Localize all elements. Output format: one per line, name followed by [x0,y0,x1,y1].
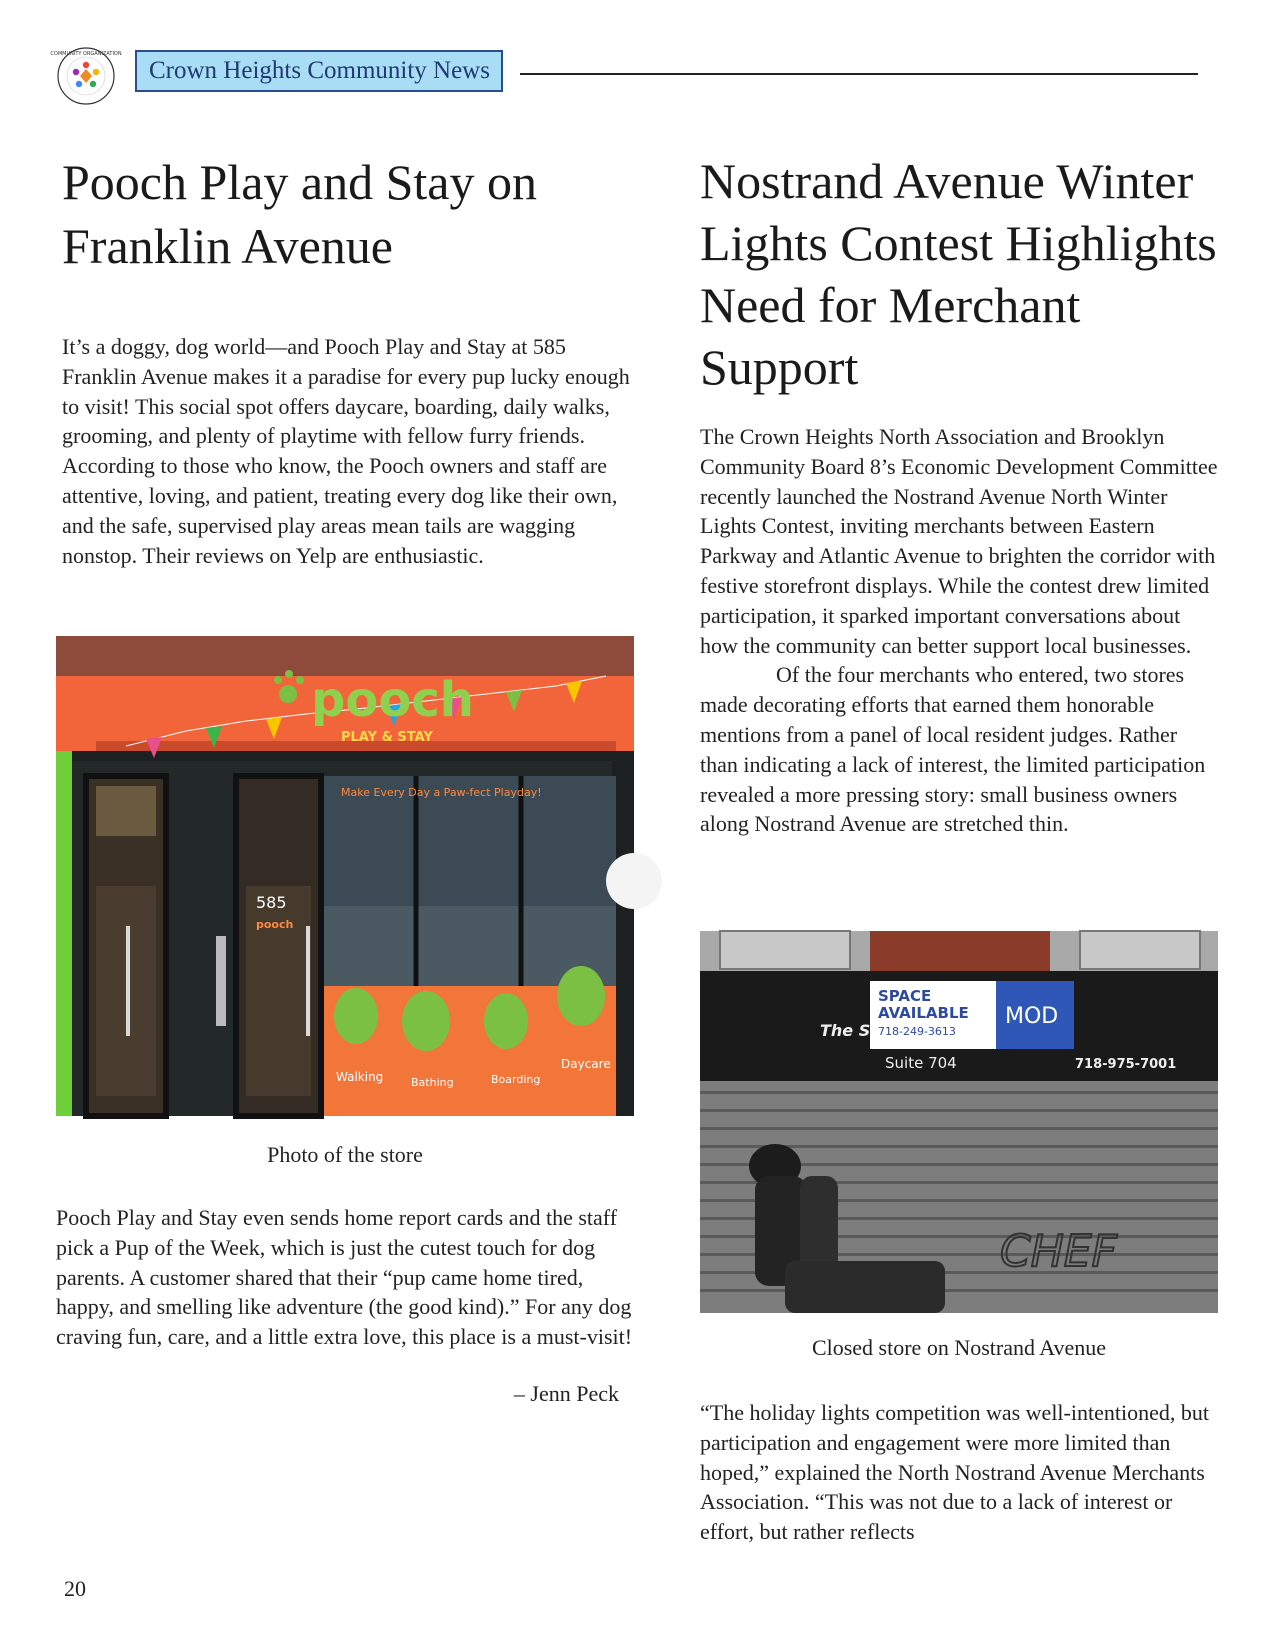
mod-brand: MOD [1005,1004,1059,1029]
page-number: 20 [64,1576,86,1601]
store-photo-caption: Photo of the store [267,1142,423,1167]
service-bathing: Bathing [411,1076,454,1089]
right-paragraph-1: The Crown Heights North Association and Brooklyn Community Board 8’s Economic Development Committee recently launched the Nostrand Avenue North Winter Lights Contest, inviting merchants between Eastern Parkway and Atlantic Avenue to brighten the corridor with festive storefront displays. While the contest drew limited participation, it sparked important conversations about how the community can better support local businesses. [700,424,1218,658]
right-article-headline: Nostrand Avenue Winter Lights Contest Highlights Need for Merchant Support [700,153,1217,395]
door-pooch-logo: pooch [256,918,294,931]
right-article-body [700,422,1220,839]
service-walking: Walking [336,1070,384,1084]
right-paragraph-3: “The holiday lights competition was well-intentioned, but participation and engagement were more limited than hoped,” explained the North Nostrand Avenue Merchants Association. “This was not due to a lack of interest or effort, but rather reflects [700,1400,1209,1545]
left-article-headline: Pooch Play and Stay on Franklin Avenue [62,154,537,274]
header-divider [520,73,1198,75]
pooch-store-photo [56,636,634,1116]
logo-text: COMMUNITY ORGANIZATION [50,51,122,57]
service-boarding: Boarding [491,1073,541,1086]
space-sign-phone: 718-249-3613 [878,1025,956,1038]
right-paragraph-2: Of the four merchants who entered, two stores made decorating efforts that earned them honorable mentions from a panel of local resident judges. Rather than indicating a lack of interest, the limited participation revealed a more pressing story: small business owners along Nostrand Avenue are stretched thin. [700,662,1206,837]
shutter-graffiti: CHEF [1000,1226,1117,1277]
store-address-number: 585 [256,893,287,912]
publication-masthead: Crown Heights Community News [135,50,503,92]
awning-store-name: The S [820,1021,871,1040]
pooch-sign-sub: PLAY & STAY [341,730,433,745]
space-sign-line2: AVAILABLE [878,1004,969,1022]
closed-store-caption: Closed store on Nostrand Avenue [811,1335,1107,1360]
service-daycare: Daycare [561,1057,611,1071]
left-article-intro: It’s a doggy, dog world—and Pooch Play and Stay at 585 Franklin Avenue makes it a paradise for every pup lucky enough to visit! This social spot offers daycare, boarding, daily walks, grooming, and plenty of playtime with fellow furry friends. According to those who know, the Pooch owners and staff are attentive, loving, and patient, treating every dog like their own, and the safe, supervised play areas mean tails are wagging nonstop. Their reviews on Yelp are enthusiastic. [62,334,630,568]
pooch-sign: pooch [311,672,474,728]
closed-store-photo [700,931,1218,1313]
community-organization-logo [50,46,122,106]
awning-suite: Suite 704 [885,1054,957,1072]
left-article-continuation: Pooch Play and Stay even sends home report cards and the staff pick a Pup of the Week, which is just the cutest touch for dog parents. A customer shared that their “pup came home tired, happy, and smelling like adventure (the good kind).” For any dog craving fun, care, and a little extra love, this place is a must-visit! [56,1205,633,1350]
space-sign-line1: SPACE [878,987,932,1005]
awning-phone: 718-975-7001 [1075,1057,1177,1072]
article-author: – Jenn Peck [513,1381,619,1406]
window-slogan: Make Every Day a Paw-fect Playday! [341,786,542,799]
